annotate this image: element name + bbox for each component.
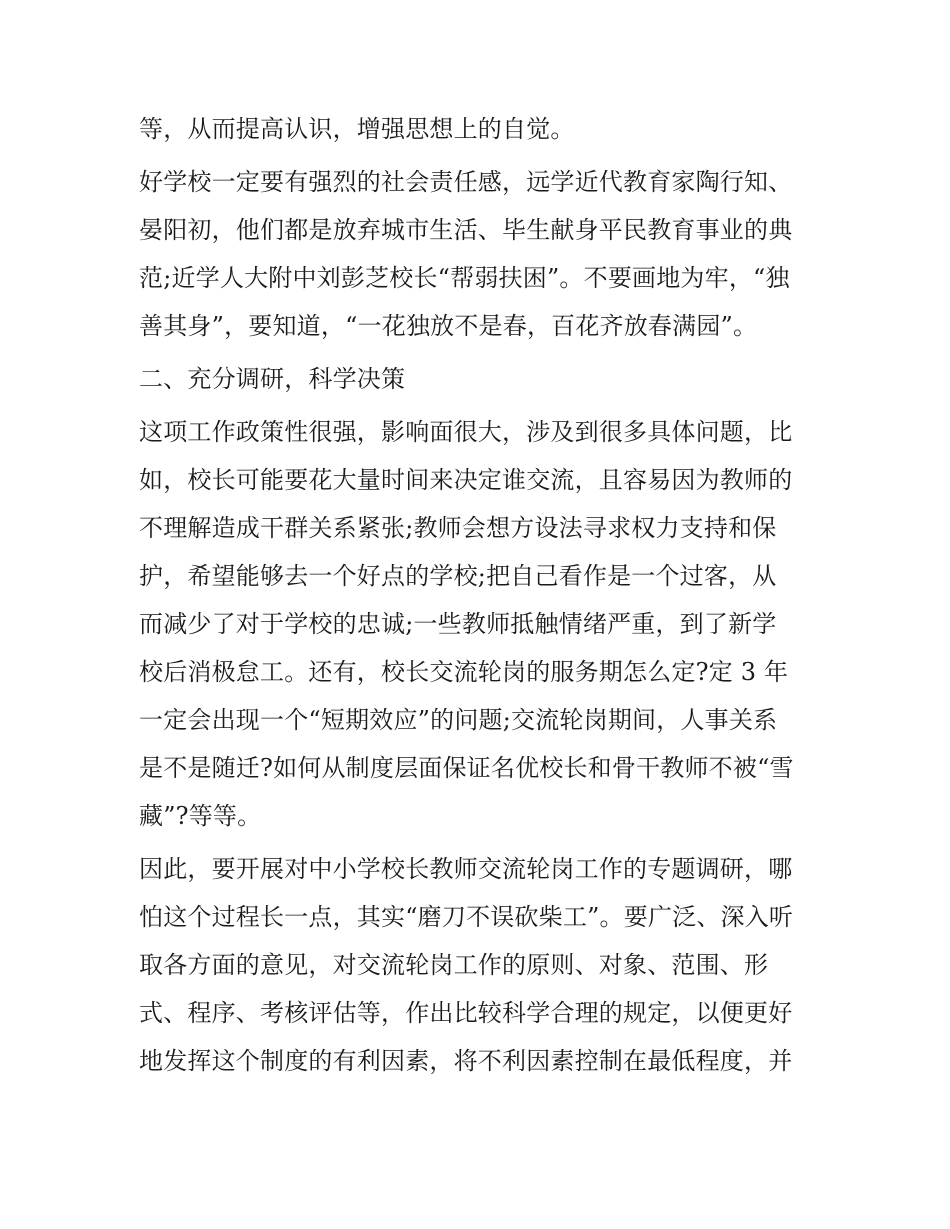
- text-line: 因此，要开展对中小学校长教师交流轮岗工作的专题调研，哪: [139, 855, 793, 883]
- text-line: 不理解造成干群关系紧张;教师会想方设法寻求权力支持和保: [139, 514, 777, 542]
- paragraph: [139, 105, 819, 153]
- paragraph: [139, 158, 819, 350]
- text-line: 好学校一定要有强烈的社会责任感，远学近代教育家陶行知、: [139, 168, 793, 196]
- text-line: 怕这个过程长一点，其实“磨刀不误砍柴工”。要广泛、深入听: [139, 903, 794, 931]
- text-line: 一定会出现一个“短期效应”的问题;交流轮岗期间，人事关系: [139, 706, 778, 734]
- paragraph: [139, 845, 819, 1085]
- text-line: 而减少了对于学校的忠诚;一些教师抵触情绪严重，到了新学: [139, 610, 777, 638]
- text-line: 护，希望能够去一个好点的学校;把自己看作是一个过客，从: [139, 562, 777, 590]
- section-heading: [139, 355, 819, 403]
- text-line: 式、程序、考核评估等，作出比较科学合理的规定，以便更好: [139, 999, 793, 1027]
- heading-text: 二、充分调研，科学决策: [139, 365, 406, 393]
- text-line: 取各方面的意见，对交流轮岗工作的原则、对象、范围、形: [139, 951, 769, 979]
- text-line: 如，校长可能要花大量时间来决定谁交流，且容易因为教师的: [139, 466, 793, 494]
- text-line: 这项工作政策性很强，影响面很大，涉及到很多具体问题，比: [139, 418, 793, 446]
- text-line: 晏阳初，他们都是放弃城市生活、毕生献身平民教育事业的典: [139, 216, 793, 244]
- text-line: 是不是随迁?如何从制度层面保证名优校长和骨干教师不被“雪: [139, 754, 794, 782]
- text-line: 善其身”，要知道，“一花独放不是春，百花齐放春满园”。: [139, 312, 758, 340]
- paragraph: [139, 408, 819, 840]
- text-line: 藏”?等等。: [139, 802, 262, 830]
- text-line: 等，从而提高认识，增强思想上的自觉。: [139, 115, 575, 143]
- document-body: [139, 105, 819, 1090]
- text-line: 校后消极怠工。还有，校长交流轮岗的服务期怎么定?定 3 年: [139, 658, 789, 686]
- text-line: 地发挥这个制度的有利因素，将不利因素控制在最低程度，并: [139, 1047, 793, 1075]
- text-line: 范;近学人大附中刘彭芝校长“帮弱扶困”。不要画地为牢，“独: [139, 264, 790, 292]
